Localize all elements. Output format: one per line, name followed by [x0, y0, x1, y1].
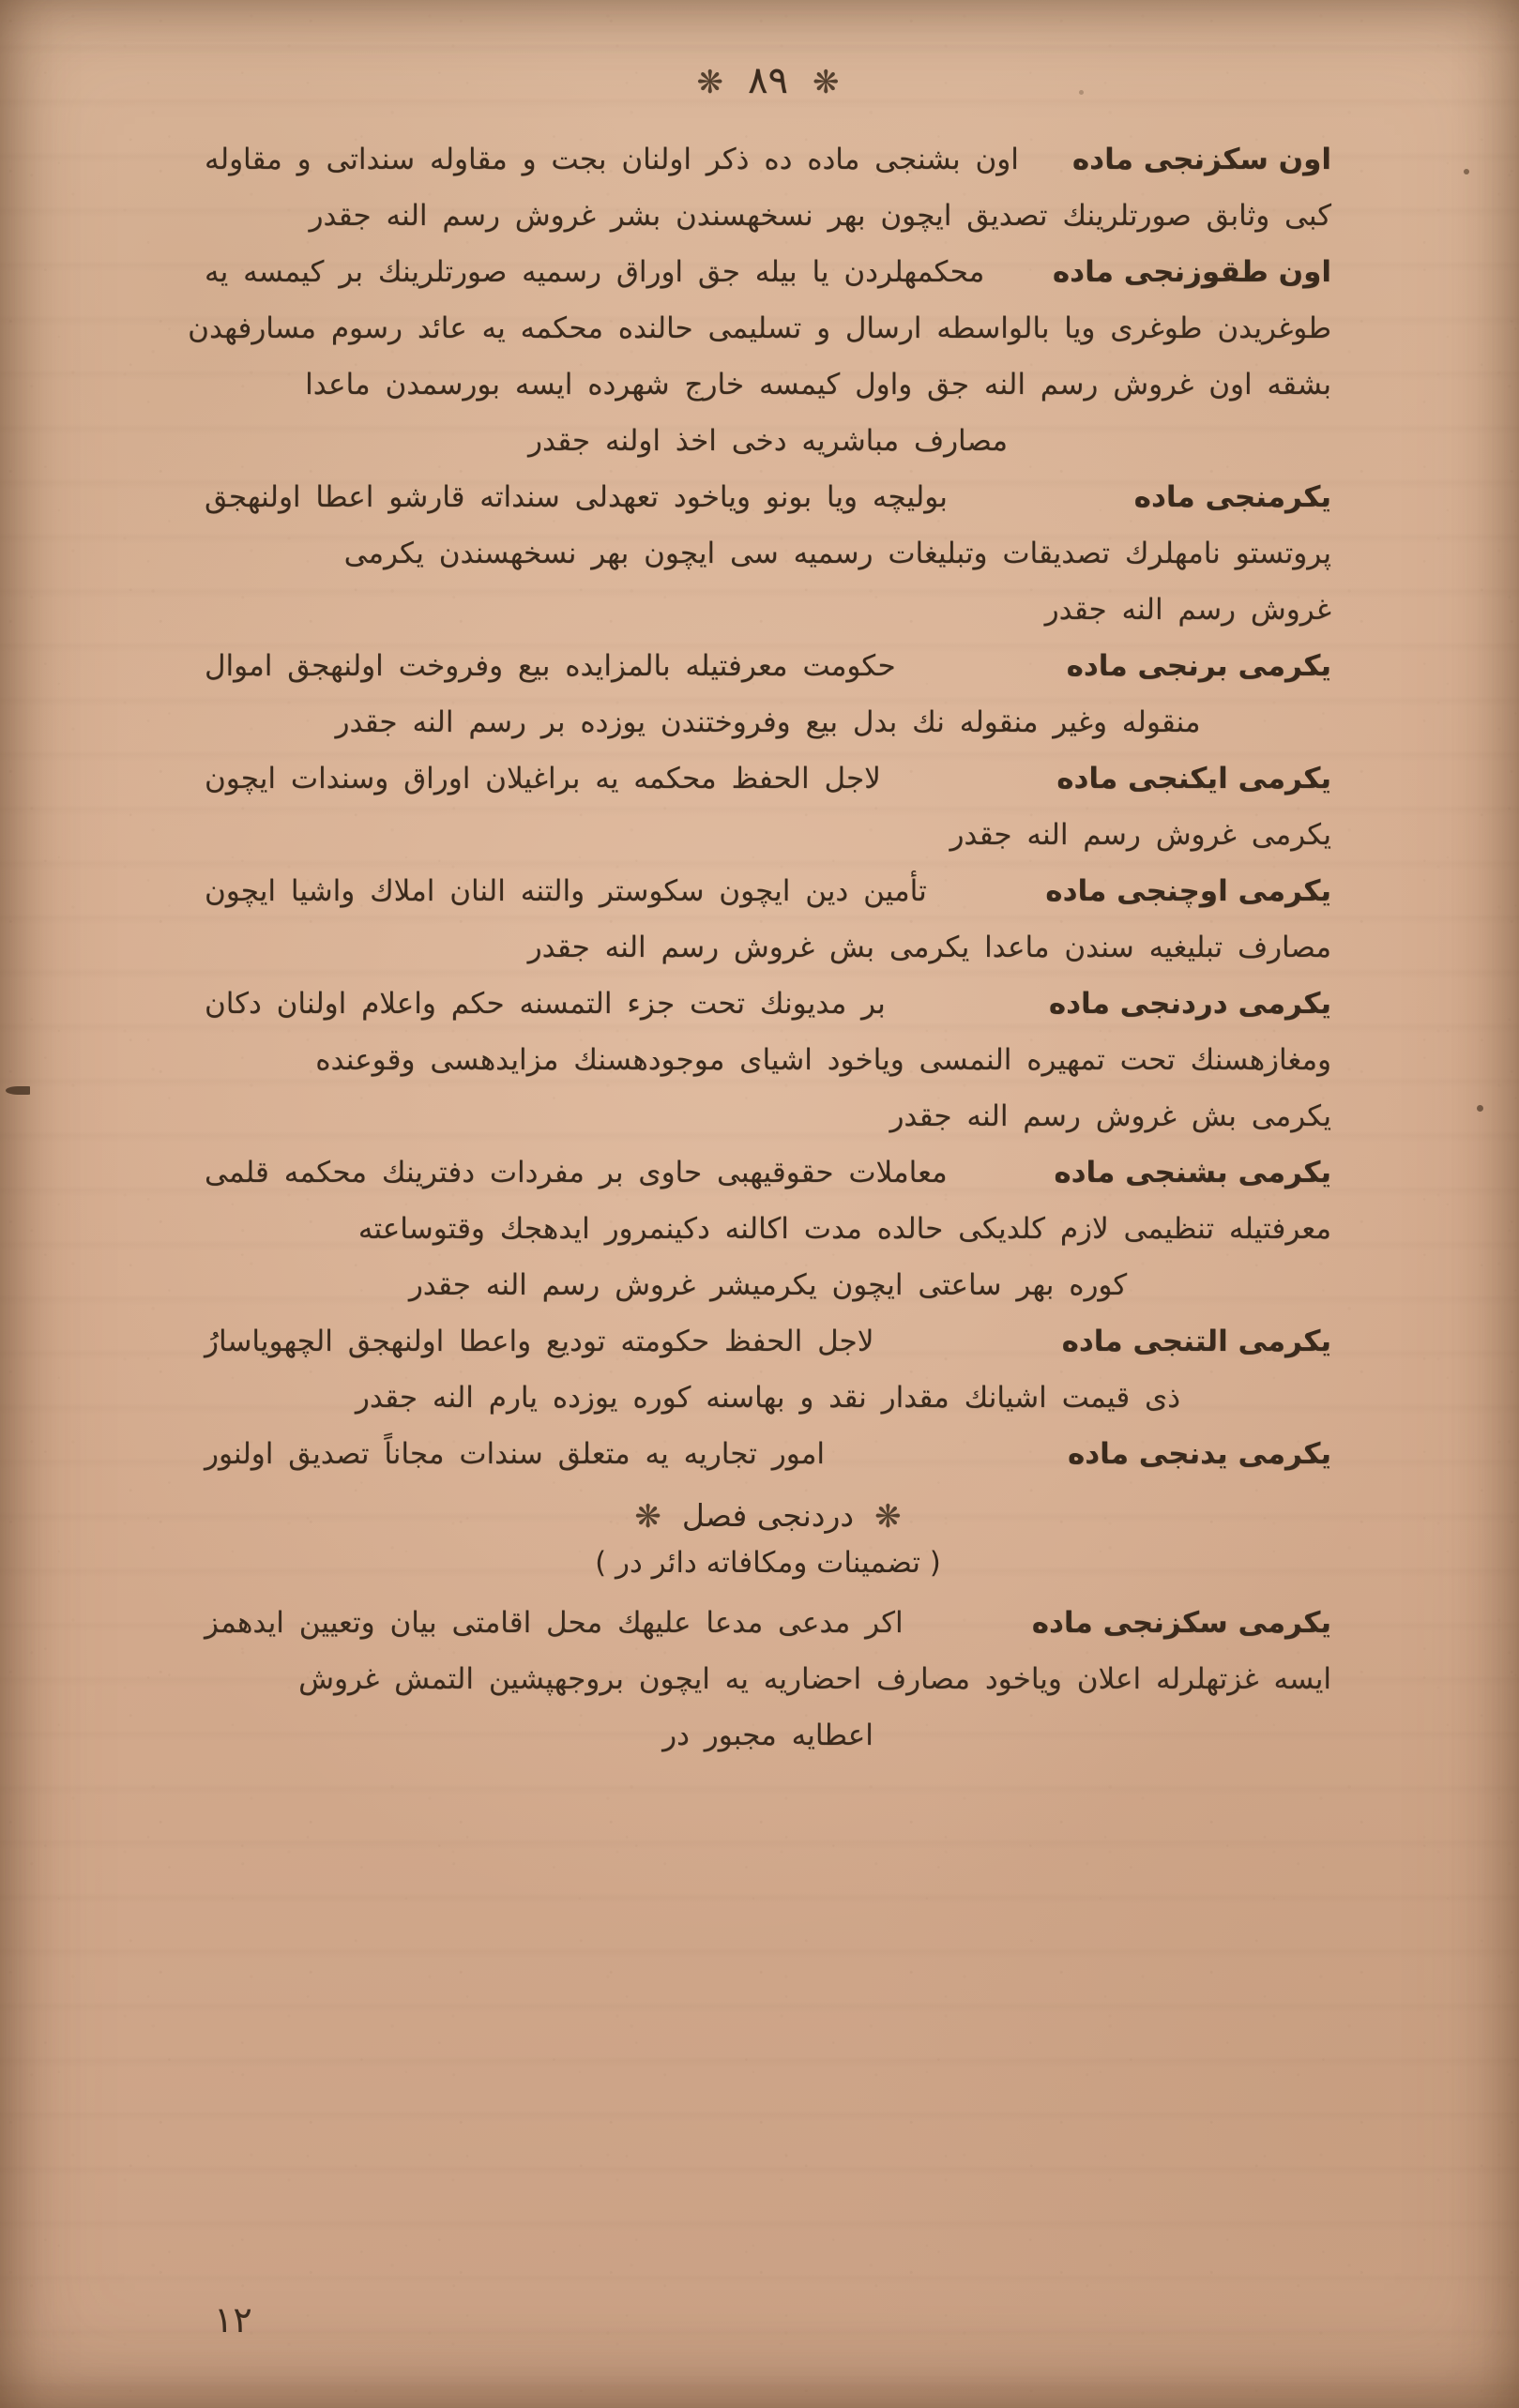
paper-speck — [1464, 169, 1469, 174]
text-line: مصارف تبليغيه سندن ماعدا يكرمی بش غروش رسم النه جقدر — [527, 931, 1331, 964]
text-line: طوغريدن طوغری ويا بالواسطه ارسال و تسليمی حالنده محكمه يه عائد رسوم مسارفهدن — [188, 311, 1331, 345]
text-line — [205, 1313, 1331, 1370]
chapter-heading-label: دردنجی فصل — [681, 1496, 855, 1534]
floral-ornament-icon: ❋ — [696, 64, 724, 101]
text-line: غروش رسم النه جقدر — [1044, 593, 1331, 627]
article-body: معاملات حقوقيهبی حاوی بر مفردات دفترينك محكمه قلمی — [205, 1156, 948, 1189]
text-line: ايسه غزتهلرله اعلان وياخود مصارف احضاريه يه ايچون بروجهپشين التمش غروش — [298, 1662, 1331, 1696]
article-heading: يكرمی سكزنجی ماده — [1031, 1606, 1331, 1640]
text-line — [205, 1144, 1331, 1201]
text-line — [205, 750, 1331, 807]
article-body: لاجل الحفظ حكومته توديع واعطا اولنهجق الچهوياسارُ — [205, 1325, 874, 1358]
article-heading: يكرمی يدنجی ماده — [1067, 1437, 1331, 1471]
page-content — [188, 54, 1331, 2314]
text-line: كبی وثابق صورتلرينك تصديق ايچون بهر نسخهسندن بشر غروش رسم النه جقدر — [309, 199, 1331, 233]
chapter-heading — [205, 1488, 1331, 1542]
text-line: معرفتيله تنظيمی لازم كلديكی حالده مدت اكالنه دكينمرور ايدهجك وقتوساعته — [357, 1212, 1331, 1246]
floral-ornament-icon: ❋ — [874, 1498, 902, 1536]
text-line — [205, 1595, 1331, 1651]
article-heading: يكرمی اوچنجی ماده — [1045, 874, 1331, 908]
folio-number: ٨٩ — [748, 59, 788, 102]
article-heading: يكرمی بشنجی ماده — [1054, 1156, 1331, 1189]
body-text-block — [188, 131, 1331, 1764]
text-line: ومغازهسنك تحت تمهيره النمسی وياخود اشيای موجودهسنك مزايدهسی وقوعنده — [315, 1043, 1331, 1077]
article-body: اكر مدعی مدعا عليهك محل اقامتی بيان وتعيين ايدهمز — [205, 1606, 904, 1640]
article-body: تأمين دين ايچون سكوستر والتنه النان املاك واشيا ايچون — [205, 874, 927, 908]
margin-speck — [1477, 1105, 1483, 1112]
text-line: يكرمی غروش رسم النه جقدر — [949, 818, 1331, 852]
article-heading: يكرمی برنجی ماده — [1066, 649, 1331, 683]
article-body: اون بشنجی ماده ده ذکر اولنان بجت و مقاوله سنداتی و مقاوله — [205, 143, 1019, 176]
text-line — [205, 1426, 1331, 1482]
article-heading: يكرمنجی ماده — [1133, 480, 1331, 514]
text-line — [205, 469, 1331, 525]
text-line: كوره بهر ساعتی ايچون يكرمیشر غروش رسم النه جقدر — [408, 1268, 1128, 1302]
article-heading: اون طقوزنجی ماده — [1052, 255, 1331, 289]
floral-ornament-icon: ❋ — [634, 1498, 661, 1536]
article-body: بر مديونك تحت جزء التمسنه حكم واعلام اولنان دكان — [205, 987, 886, 1021]
text-line: پروتستو نامهلرك تصديقات وتبليغات رسميه سی ايچون بهر نسخهسندن يكرمی — [343, 537, 1331, 570]
article-body: لاجل الحفظ محكمه يه براغيلان اوراق وسندات ايچون — [205, 762, 881, 795]
margin-ink-blot — [6, 1086, 30, 1095]
text-line — [205, 638, 1331, 694]
running-head — [205, 54, 1331, 107]
text-line — [205, 131, 1331, 188]
text-line: اعطايه مجبور در — [662, 1719, 873, 1752]
article-heading: يكرمی التنجی ماده — [1061, 1325, 1331, 1358]
text-line: منقوله وغير منقوله نك بدل بيع وفروختندن يوزده بر رسم النه جقدر — [335, 705, 1201, 739]
text-line: يكرمی بش غروش رسم النه جقدر — [889, 1099, 1331, 1133]
article-heading: اون سكزنجی ماده — [1071, 143, 1331, 176]
text-line: مصارف مباشريه دخی اخذ اولنه جقدر — [528, 424, 1008, 458]
article-body: حكومت معرفتيله بالمزايده بيع وفروخت اولنهجق اموال — [205, 649, 896, 683]
signature-mark: ١٢ — [214, 2299, 252, 2340]
article-body: امور تجاريه يه متعلق سندات مجاناً تصديق اولنور — [205, 1437, 825, 1471]
article-heading: يكرمی ايكنجی ماده — [1056, 762, 1331, 795]
floral-ornament-icon: ❋ — [812, 64, 840, 101]
text-line — [205, 244, 1331, 300]
article-body: محكمهلردن يا بيله جق اوراق رسميه صورتلرينك بر كيمسه يه — [205, 255, 985, 289]
text-line — [205, 976, 1331, 1032]
text-line: ذی قيمت اشيانك مقدار نقد و بهاسنه كوره يوزده يارم النه جقدر — [355, 1381, 1181, 1415]
text-line — [205, 863, 1331, 919]
article-heading: يكرمی دردنجی ماده — [1048, 987, 1331, 1021]
text-line: بشقه اون غروش رسم النه جق واول كيمسه خارج شهرده ايسه بورسمدن ماعدا — [305, 368, 1331, 401]
article-body: بوليچه ويا بونو وياخود تعهدلی سنداته قارشو اعطا اولنهجق — [205, 480, 948, 514]
chapter-subtitle: ( تضمينات ومكافاته دائر در ) — [595, 1546, 941, 1580]
